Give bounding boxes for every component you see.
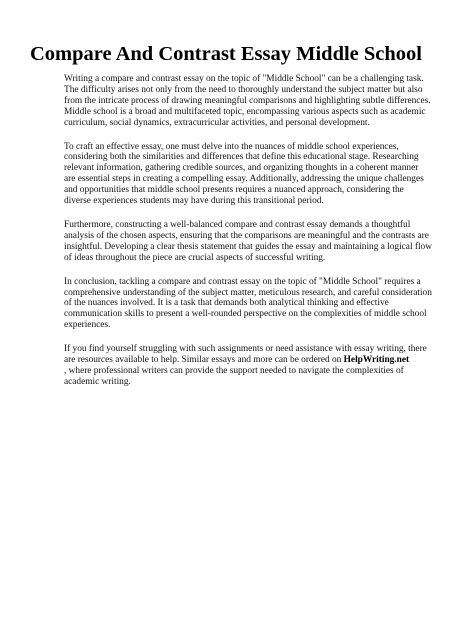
document-body <box>64 74 432 401</box>
paragraph-crafting: To craft an effective essay, one must delve into the nuances of middle school experiences, considering both the similarities and differences that define this educational stage. Researching relevant information, gathering credible sources, and organizing thoughts in a coherent manner are essential steps in creating a compelling essay. Additionally, addressing the unique challenges and opportunities that middle school presents requires a nuanced approach, considering the diverse experiences students may have during this transitional period. <box>64 141 424 207</box>
paragraph-structure: Furthermore, constructing a well-balanced compare and contrast essay demands a thoughtful analysis of the chosen aspects, ensuring that the comparisons are meaningful and the contrasts are insightful. Developing a clear thesis statement that guides the essay and maintaining a logical flow of ideas throughout the piece are crucial aspects of successful writing. <box>64 219 432 263</box>
helpwriting-link[interactable]: HelpWriting.net <box>343 355 410 366</box>
document-title: Compare And Contrast Essay Middle School <box>29 43 422 65</box>
paragraph-resources <box>64 344 432 388</box>
paragraph-conclusion: In conclusion, tackling a compare and contrast essay on the topic of "Middle School" requires a comprehensive understanding of the subject matter, meticulous research, and careful consideration of the nuances involved. It is a task that demands both analytical thinking and effective communication skills to present a well-rounded perspective on the complexities of middle school experiences. <box>64 276 432 331</box>
resources-text-after: , where professional writers can provide the support needed to navigate the complexities of academic writing. <box>64 365 404 387</box>
paragraph-intro: Writing a compare and contrast essay on the topic of "Middle School" can be a challenging task. The difficulty arises not only from the need to thoroughly understand the subject matter but also from the intricate process of drawing meaningful comparisons and highlighting subtle differences. Middle school is a broad and multifaceted topic, encompassing various aspects such as academic curriculum, social dynamics, extracurricular activities, and personal development. <box>64 74 431 128</box>
resources-text-before: If you find yourself struggling with such assignments or need assistance with essay writing, there are resources available to help. Similar essays and more can be ordered on <box>64 344 427 366</box>
